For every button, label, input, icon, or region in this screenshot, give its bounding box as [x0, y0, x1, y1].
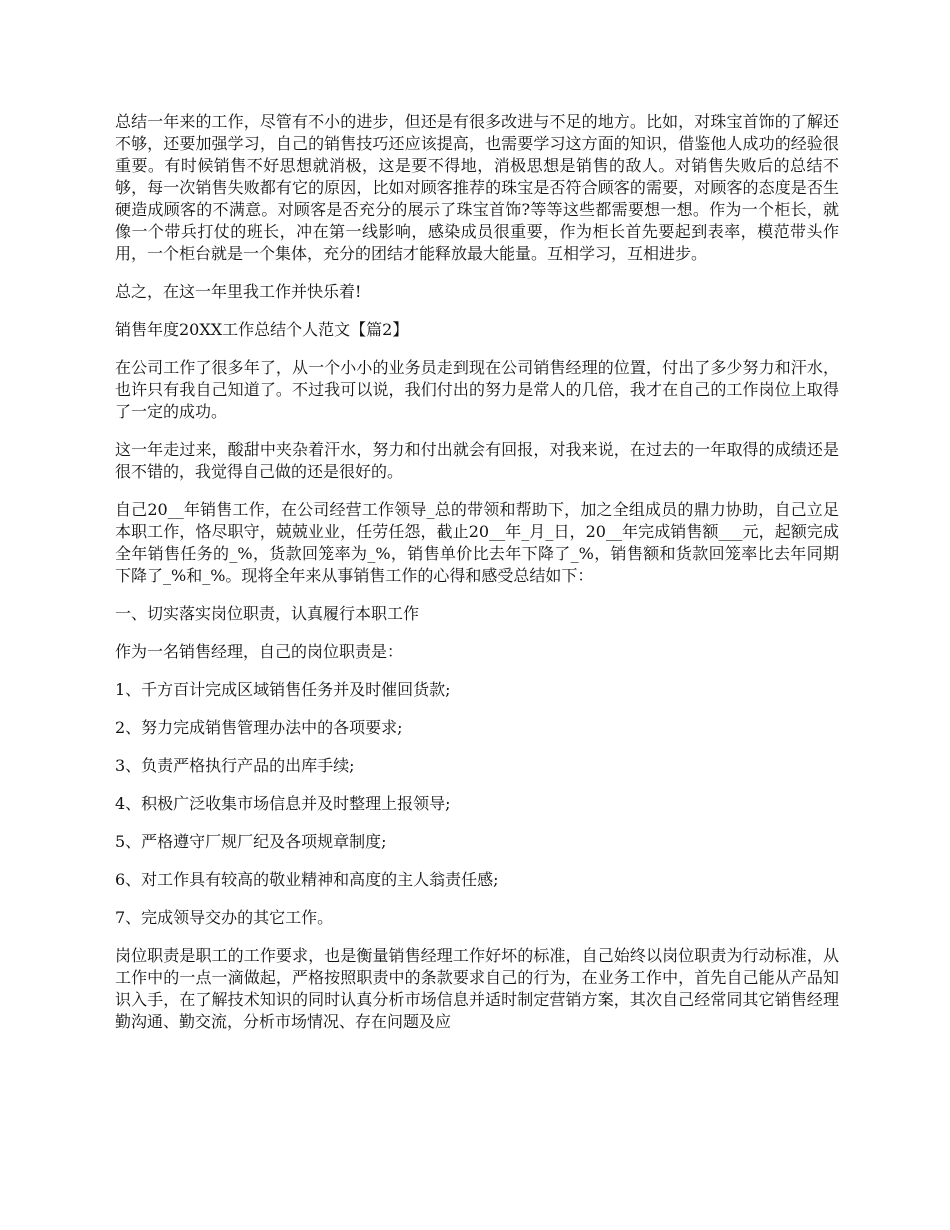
paragraph-duty-standards: 岗位职责是职工的工作要求，也是衡量销售经理工作好坏的标准，自己始终以岗位职责为行动标准，从工作中的一点一滴做起，严格按照职责中的条款要求自己的行为，在业务工作中，首先自己能从产品知识入手，在了解技术知识的同时认真分析市场信息并适时制定营销方案，其次自己经常同其它销售经理勤沟通、勤交流，分析市场情况、存在问题及应	[115, 946, 839, 1031]
paragraph-summary-intro: 总结一年来的工作，尽管有不小的进步，但还是有很多改进与不足的地方。比如，对珠宝首饰的了解还不够，还要加强学习，自己的销售技巧还应该提高，也需要学习这方面的知识，借鉴他人成功的经验很重要。有时候销售不好思想就消极，这是要不得地，消极思想是销售的敌人。对销售失败后的总结不够，每一次销售失败都有它的原因，比如对顾客推荐的珠宝是否符合顾客的需要，对顾客的态度是否生硬造成顾客的不满意。对顾客是否充分的展示了珠宝首饰?等等这些都需要想一想。作为一个柜长，就像一个带兵打仗的班长，冲在第一线影响，感染成员很重要，作为柜长首先要起到表率，模范带头作用，一个柜台就是一个集体，充分的团结才能释放最大能量。互相学习，互相进步。	[115, 112, 839, 263]
list-item: 3、负责严格执行产品的出库手续;	[115, 756, 355, 775]
document-body	[115, 111, 839, 1049]
list-item: 1、千方百计完成区域销售任务并及时催回货款;	[115, 680, 451, 699]
section-heading-part2: 销售年度20XX工作总结个人范文【篇2】	[115, 320, 409, 339]
list-item: 4、积极广泛收集市场信息并及时整理上报领导;	[115, 794, 451, 813]
paragraph-duties-intro: 作为一名销售经理，自己的岗位职责是：	[115, 642, 404, 661]
list-item: 7、完成领导交办的其它工作。	[115, 908, 334, 927]
paragraph-sales-figures: 自己20__年销售工作，在公司经营工作领导_总的带领和帮助下，加之全组成员的鼎力协助，自己立足本职工作，恪尽职守，兢兢业业，任劳任怨，截止20__年_月_日，20__年完成销售额___元，起额完成全年销售任务的_%，货款回笼率为_%，销售单价比去年下降了_%，销售额和货款回笼率比去年同期下降了_%和_%。现将全年来从事销售工作的心得和感受总结如下：	[115, 500, 839, 585]
subheading-duties: 一、切实落实岗位职责，认真履行本职工作	[115, 604, 420, 623]
list-item: 6、对工作具有较高的敬业精神和高度的主人翁责任感;	[115, 870, 499, 889]
paragraph-conclusion: 总之，在这一年里我工作并快乐着!	[115, 282, 362, 301]
paragraph-company-years: 在公司工作了很多年了，从一个小小的业务员走到现在公司销售经理的位置，付出了多少努力和汗水，也许只有我自己知道了。不过我可以说，我们付出的努力是常人的几倍，我才在自己的工作岗位上取得了一定的成功。	[115, 358, 839, 421]
list-item: 2、努力完成销售管理办法中的各项要求;	[115, 718, 403, 737]
paragraph-year-review: 这一年走过来，酸甜中夹杂着汗水，努力和付出就会有回报，对我来说，在过去的一年取得的成绩还是很不错的，我觉得自己做的还是很好的。	[115, 440, 839, 481]
list-item: 5、严格遵守厂规厂纪及各项规章制度;	[115, 832, 387, 851]
